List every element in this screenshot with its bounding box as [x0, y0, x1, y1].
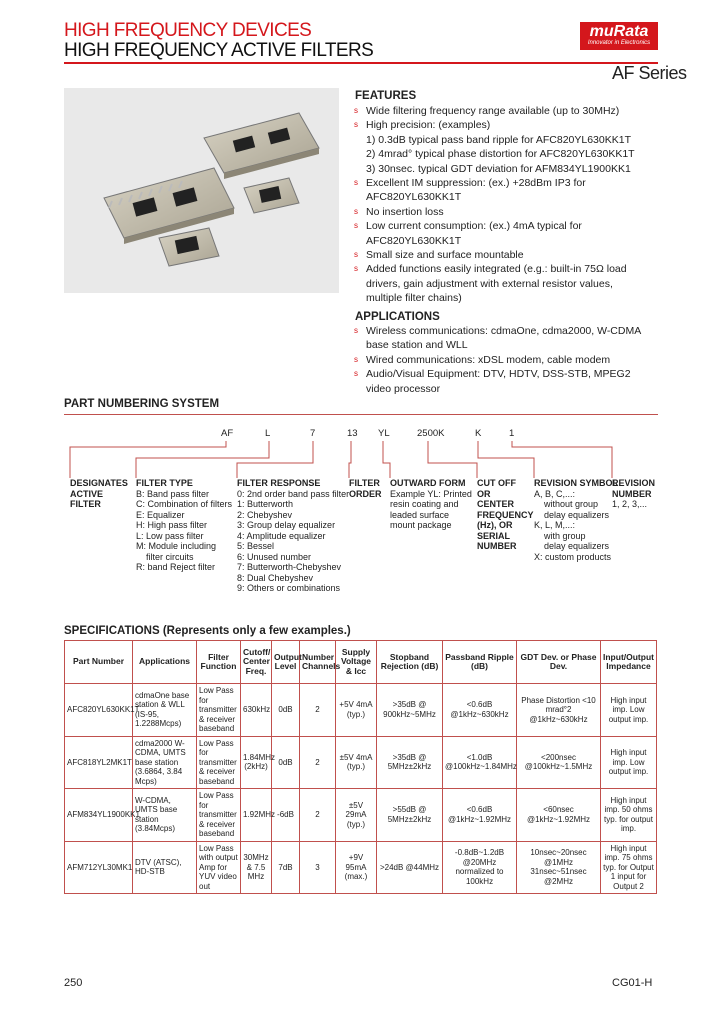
spec-cell: <1.0dB @100kHz~1.84MHz	[443, 736, 517, 789]
features-title: FEATURES	[355, 90, 417, 102]
pn-col-line: Example YL: Printed	[390, 488, 472, 499]
spec-cell: ±5V 29mA (typ.)	[336, 789, 377, 842]
pn-col-line: delay equalizers	[534, 509, 610, 520]
spec-cell: AFM712YL30MK1	[65, 841, 133, 894]
spec-cell: +5V 4mA (typ.)	[336, 684, 377, 737]
pn-col-revision-number: REVISION NUMBER 1, 2, 3,...	[612, 478, 658, 510]
applications-title: APPLICATIONS	[355, 311, 440, 323]
pn-col-line: 1, 2, 3,...	[612, 499, 648, 509]
spec-cell: 0dB	[272, 684, 300, 737]
spec-cell: DTV (ATSC), HD-STB	[133, 841, 197, 894]
spec-cell: Low Pass for transmitter & receiver baseband	[197, 789, 241, 842]
spec-cell: >55dB @ 5MHz±2kHz	[377, 789, 443, 842]
spec-cell: 2	[300, 789, 336, 842]
header-title-line2: HIGH FREQUENCY ACTIVE FILTERS	[64, 40, 374, 61]
spec-cell: 2	[300, 736, 336, 789]
pn-col-line: 8: Dual Chebyshev	[237, 572, 314, 583]
feature-item-line: multiple filter chains)	[366, 292, 462, 305]
code-outward-form: YL	[378, 428, 390, 439]
pn-col-outward-form: OUTWARD FORM Example YL: Printed resin coating and leaded surface mount package	[390, 478, 472, 530]
pn-col-line: 7: Butterworth-Chebyshev	[237, 562, 342, 572]
feature-item-line: Added functions easily integrated (e.g.: built-in 75Ω load	[366, 263, 627, 276]
spec-cell: High input imp. 50 ohms typ. for output imp.	[601, 789, 657, 842]
application-item-line: Audio/Visual Equipment: DTV, HDTV, DSS-STB, MPEG2	[366, 368, 631, 381]
header-title-line1: HIGH FREQUENCY DEVICES	[64, 20, 312, 41]
spec-cell: >24dB @44MHz	[377, 841, 443, 894]
pn-col-line: without group	[534, 499, 599, 509]
bullet-icon: s	[354, 221, 358, 231]
spec-row	[65, 789, 657, 842]
pn-col-line: 0: 2nd order band pass filter	[237, 488, 350, 499]
bullet-icon: s	[354, 178, 358, 188]
spec-header-applications: Applications	[133, 641, 197, 684]
spec-cell: 30MHz & 7.5 MHz	[241, 841, 272, 894]
spec-cell: AFM834YL1900KK1	[65, 789, 133, 842]
spec-cell: -6dB	[272, 789, 300, 842]
spec-header-channels: Number Channels	[300, 641, 336, 684]
spec-cell: High input imp. Low output imp.	[601, 684, 657, 737]
spec-header-stopband: Stopband Rejection (dB)	[377, 641, 443, 684]
pn-col-line: X: custom products	[534, 551, 612, 562]
pn-col-line: M: Module including	[136, 541, 217, 551]
pn-col-filter-order: FILTER ORDER	[349, 478, 382, 499]
spec-header-impedance: Input/Output Impedance	[601, 641, 657, 684]
pn-col-line: H: High pass filter	[136, 520, 208, 530]
feature-item-line: High precision: (examples)	[366, 119, 491, 132]
pn-col-revision-symbol: REVISION SYMBOL A, B, C,...: without group delay equalizers K, L, M,...: with group delay equalizers X: custom products	[534, 478, 619, 562]
pn-col-line: 3: Group delay equalizer	[237, 520, 336, 530]
feature-item-line: No insertion loss	[366, 205, 444, 218]
pn-col-line: 6: Unused number	[237, 551, 312, 562]
code-filter-order: 13	[347, 428, 358, 439]
spec-cell: cdma2000 W-CDMA, UMTS base station (3.6864, 3.84 Mcps)	[133, 736, 197, 789]
application-item-line: base station and WLL	[366, 339, 468, 352]
pn-col-line: delay equalizers	[534, 541, 610, 551]
pn-col-frequency: CUT OFF OR CENTER FREQUENCY (Hz), OR SERIAL NUMBER	[477, 478, 534, 551]
pn-col-line: 4: Amplitude equalizer	[237, 530, 326, 541]
pn-col-line: resin coating and	[390, 499, 459, 509]
spec-row	[65, 736, 657, 789]
application-item-line: Wired communications: xDSL modem, cable modem	[366, 353, 611, 366]
spec-cell: 630kHz	[241, 684, 272, 737]
feature-item-line: 1) 0.3dB typical pass band ripple for AFC820YL630KK1T	[366, 133, 631, 146]
pn-col-line: C: Combination of filters	[136, 499, 233, 509]
feature-item-line: 3) 30nsec. typical GDT deviation for AFM834YL1900KK1	[366, 162, 631, 175]
series-label: AF Series	[612, 63, 687, 83]
feature-item-line: Wide filtering frequency range available (up to 30MHz)	[366, 105, 620, 117]
logo-tagline: Innovator in Electronics	[587, 40, 651, 46]
pn-col-line: K, L, M,...:	[534, 520, 576, 530]
spec-cell: AFC818YL2MK1T	[65, 736, 133, 789]
spec-cell: Low Pass for transmitter & receiver baseband	[197, 736, 241, 789]
pn-col-line: B: Band pass filter	[136, 488, 210, 499]
pn-col-line: R: band Reject filter	[136, 562, 216, 572]
pn-col-line: 5: Bessel	[237, 541, 275, 551]
spec-cell: Low Pass with output Amp for YUV video out	[197, 841, 241, 894]
spec-cell: <200nsec @100kHz~1.5MHz	[517, 736, 601, 789]
bullet-icon: s	[354, 120, 358, 130]
bullet-icon: s	[354, 264, 358, 274]
spec-header-frequency: Cutoff/ Center Freq.	[241, 641, 272, 684]
spec-cell: 1.92MHz	[241, 789, 272, 842]
spec-cell: 1.84MHz (2kHz)	[241, 736, 272, 789]
pn-col-line: A, B, C,...:	[534, 488, 576, 499]
specifications-table	[64, 640, 657, 894]
spec-header-row	[65, 641, 657, 684]
code-frequency: 2500K	[417, 428, 445, 439]
part-numbering-connectors	[0, 0, 720, 480]
spec-cell: 10nsec~20nsec @1MHz 31nsec~51nsec @2MHz	[517, 841, 601, 894]
spec-cell: 2	[300, 684, 336, 737]
spec-cell: High input imp. Low output imp.	[601, 736, 657, 789]
catalog-code: CG01-H	[612, 977, 653, 989]
pn-col-line: mount package	[390, 520, 452, 530]
spec-cell: >35dB @ 5MHz±2kHz	[377, 736, 443, 789]
spec-cell: -0.8dB~1.2dB @20MHz normalized to 100kHz	[443, 841, 517, 894]
bullet-icon: s	[354, 354, 358, 364]
spec-cell: <0.6dB @1kHz~630kHz	[443, 684, 517, 737]
spec-cell: AFC820YL630KK1T	[65, 684, 133, 737]
spec-header-part-number: Part Number	[65, 641, 133, 684]
feature-item-line: AFC820YL630KK1T	[366, 234, 462, 247]
pn-col-line: with group	[534, 530, 586, 541]
feature-item-line: drivers, gain adjustment with external resistor values,	[366, 277, 613, 290]
bullet-icon: s	[354, 250, 358, 260]
spec-row	[65, 684, 657, 737]
code-revision-number: 1	[509, 428, 515, 439]
spec-cell: Low Pass for transmitter & receiver baseband	[197, 684, 241, 737]
specifications-title: SPECIFICATIONS (Represents only a few examples.)	[64, 625, 351, 637]
feature-item-line: Low current consumption: (ex.) 4mA typical for	[366, 220, 582, 233]
application-item-line: video processor	[366, 382, 441, 395]
bullet-icon: s	[354, 206, 358, 216]
spec-cell: High input imp. 75 ohms typ. for Output 1 input for Output 2	[601, 841, 657, 894]
spec-cell: 7dB	[272, 841, 300, 894]
feature-item-line: 2) 4mrad° typical phase distortion for AFC820YL630KK1T	[366, 148, 635, 161]
pn-col-line: 1: Butterworth	[237, 499, 294, 509]
pn-col-line: 2: Chebyshev	[237, 509, 293, 520]
spec-header-output-level: Output Level	[272, 641, 300, 684]
part-numbering-title: PART NUMBERING SYSTEM	[64, 398, 220, 410]
bullet-icon: s	[354, 326, 358, 335]
pn-col-line: leaded surface	[390, 509, 450, 520]
spec-cell: >35dB @ 900kHz~5MHz	[377, 684, 443, 737]
spec-cell: W-CDMA, UMTS base station (3.84Mcps)	[133, 789, 197, 842]
pn-col-filter-response: FILTER RESPONSE 0: 2nd order band pass filter 1: Butterworth 2: Chebyshev 3: Group delay equalizer 4: Amplitude equalizer 5: Bessel 6: Unused number 7: Butterworth-Chebyshev 8: Dual Chebyshev 9: Others or combinations	[237, 478, 350, 593]
application-item-line: Wireless communications: cdmaOne, cdma2000, W-CDMA	[366, 325, 642, 337]
spec-cell: Phase Distortion <10 mrad°2 @1kHz~630kHz	[517, 684, 601, 737]
page-number: 250	[64, 977, 83, 989]
code-filter-response: 7	[310, 428, 316, 439]
feature-item-line: Small size and surface mountable	[366, 249, 524, 262]
pn-col-line: E: Equalizer	[136, 509, 185, 520]
spec-cell: <60nsec @1kHz~1.92MHz	[517, 789, 601, 842]
spec-body	[65, 684, 657, 894]
pn-col-line: 9: Others or combinations	[237, 583, 341, 593]
spec-header-passband: Passband Ripple (dB)	[443, 641, 517, 684]
spec-cell: ±5V 4mA (typ.)	[336, 736, 377, 789]
spec-header-supply: Supply Voltage & Icc	[336, 641, 377, 684]
spec-cell: cdmaOne base station & WLL (IS-95, 1.2288Mcps)	[133, 684, 197, 737]
pn-col-line: filter circuits	[136, 551, 194, 562]
code-af: AF	[221, 428, 234, 439]
spec-row	[65, 841, 657, 894]
logo-word: muRata	[589, 23, 649, 40]
code-revision-symbol: K	[475, 428, 482, 439]
bullet-icon: s	[354, 106, 358, 115]
spec-cell: 3	[300, 841, 336, 894]
feature-item-line: AFC820YL630KK1T	[366, 191, 462, 204]
pn-col-line: L: Low pass filter	[136, 530, 204, 541]
pn-col-filter-type: FILTER TYPE B: Band pass filter C: Combination of filters E: Equalizer H: High pass filter L: Low pass filter M: Module including filter circuits R: band Reject filter	[136, 478, 233, 572]
spec-header-gdt: GDT Dev. or Phase Dev.	[517, 641, 601, 684]
bullet-icon: s	[354, 369, 358, 379]
pn-col-designates: DESIGNATES ACTIVE FILTER	[70, 478, 128, 509]
spec-cell: +9V 95mA (max.)	[336, 841, 377, 894]
spec-header-filter-function: Filter Function	[197, 641, 241, 684]
code-filter-type: L	[265, 428, 271, 439]
feature-item-line: Excellent IM suppression: (ex.) +28dBm IP3 for	[366, 177, 586, 190]
spec-cell: 0dB	[272, 736, 300, 789]
spec-cell: <0.6dB @1kHz~1.92MHz	[443, 789, 517, 842]
